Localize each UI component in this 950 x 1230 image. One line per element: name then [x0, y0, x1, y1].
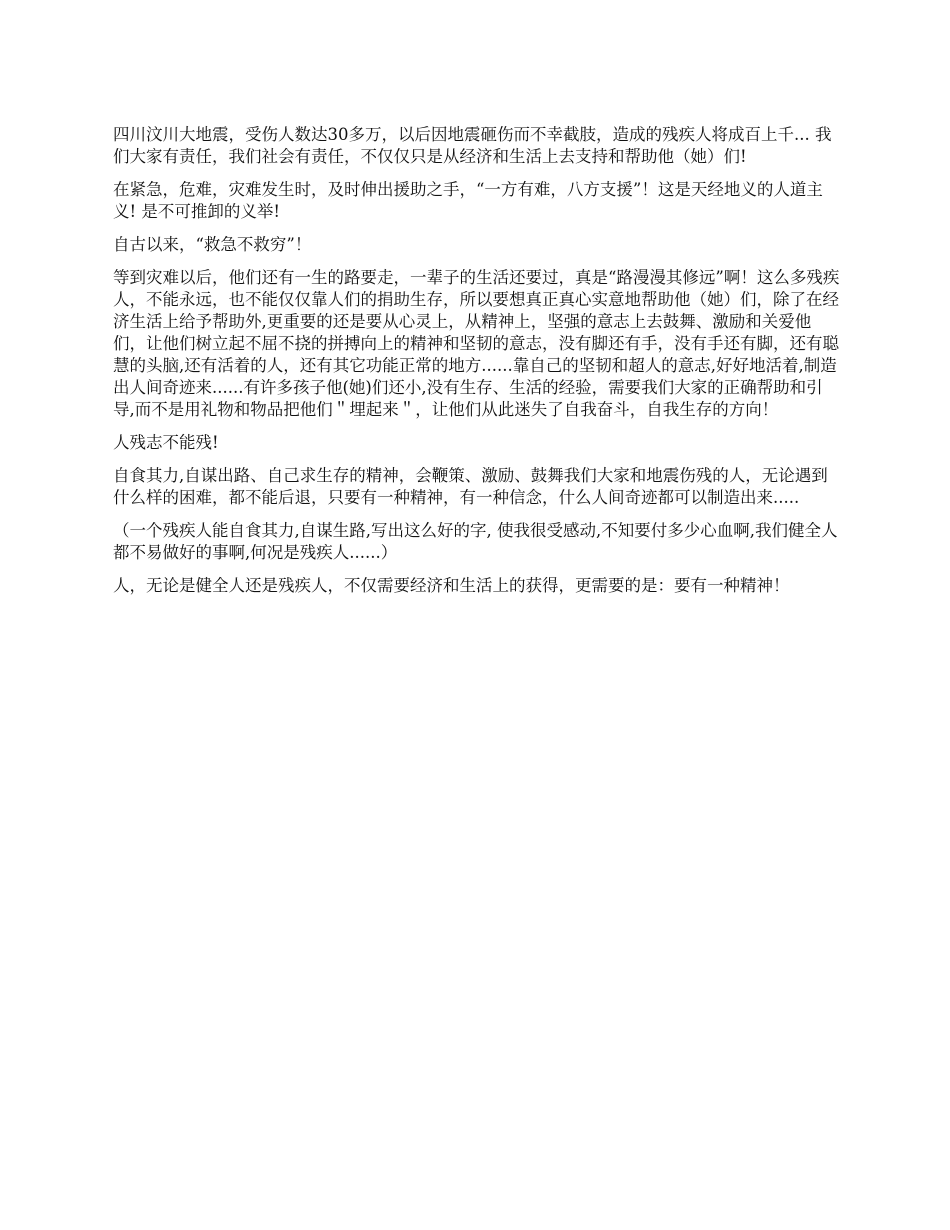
paragraph-5: 人残志不能残! [113, 433, 219, 452]
paragraph-2: 在紧急，危难，灾难发生时，及时伸出援助之手，“一方有难，八方支援”！这是天经地义的人道主义! 是不可推卸的义举! [113, 180, 823, 221]
paragraph-3: 自古以来，“救急不救穷”！ [113, 235, 312, 254]
document-body [113, 124, 840, 608]
paragraph-7: （一个残疾人能自食其力,自谋生路,写出这么好的字, 使我很受感动,不知要付多少心血啊,我们健全人都不易做好的事啊,何况是残疾人......） [113, 521, 838, 562]
paragraph-6: 自食其力,自谋出路、自己求生存的精神，会鞭策、激励、鼓舞我们大家和地震伤残的人，无论遇到什么样的困难，都不能后退，只要有一种精神，有一种信念，什么人间奇迹都可以制造出来..... [113, 466, 828, 507]
paragraph-4: 等到灾难以后，他们还有一生的路要走，一辈子的生活还要过，真是“路漫漫其修远”啊！这么多残疾人，不能永远，也不能仅仅靠人们的捐助生存，所以要想真正真心实意地帮助他（她）们，除了在经济生活上给予帮助外,更重要的还是要从心灵上，从精神上，坚强的意志上去鼓舞、激励和关爱他们，让他们树立起不屈不挠的拼搏向上的精神和坚韧的意志，没有脚还有手，没有手还有脚，还有聪慧的头脑,还有活着的人，还有其它功能正常的地方......靠自己的坚韧和超人的意志,好好地活着,制造出人间奇迹来......有许多孩子他(她)们还小,没有生存、生活的经验，需要我们大家的正确帮助和引导,而不是用礼物和物品把他们＂埋起来＂，让他们从此迷失了自我奋斗，自我生存的方向！ [113, 268, 840, 419]
paragraph-1: 四川汶川大地震，受伤人数达30多万，以后因地震砸伤而不幸截肢，造成的残疾人将成百上千... 我们大家有责任，我们社会有责任，不仅仅只是从经济和生活上去支持和帮助他（她）们! [113, 125, 832, 166]
paragraph-8: 人，无论是健全人还是残疾人，不仅需要经济和生活上的获得，更需要的是：要有一种精神！ [113, 576, 790, 595]
